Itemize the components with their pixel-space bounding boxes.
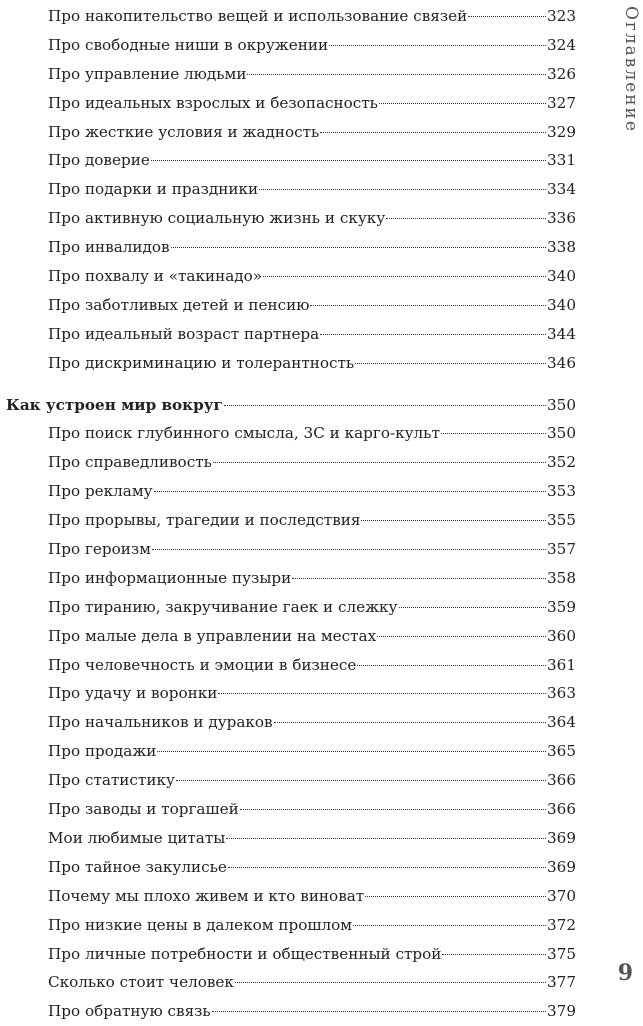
toc-entry-title: Про накопительство вещей и использование связей <box>48 7 468 25</box>
toc-entry <box>6 2 576 31</box>
toc-entry-title: Про инвалидов <box>48 238 170 257</box>
toc-entry-title: Про начальников и дураков <box>48 713 273 732</box>
toc-entry <box>6 766 576 795</box>
toc-entry <box>6 477 576 506</box>
running-head: Оглавление <box>621 6 641 133</box>
toc-entry <box>6 564 576 593</box>
toc-entry <box>6 795 576 824</box>
toc-entry-title: Мои любимые цитаты <box>48 828 226 847</box>
dot-leader <box>263 276 546 277</box>
section-gap <box>6 378 576 391</box>
dot-leader <box>329 45 546 46</box>
toc-entry-page-number: 350 <box>547 424 576 443</box>
dot-leader <box>320 334 546 335</box>
toc-entry-page-number: 346 <box>547 353 576 372</box>
toc-entry-page-number: 340 <box>547 295 576 314</box>
dot-leader <box>176 780 546 781</box>
toc-entry-title: Про активную социальную жизнь и скуку <box>48 209 386 228</box>
toc-entry <box>6 31 576 60</box>
toc-list-previous-section <box>6 2 576 378</box>
toc-entry <box>6 737 576 766</box>
dot-leader <box>224 405 546 406</box>
toc-entry-title: Сколько стоит человек <box>48 973 234 992</box>
toc-entry-title: Про управление людьми <box>48 64 247 83</box>
dot-leader <box>320 132 546 133</box>
toc-entry-title: Про заботливых детей и пенсию <box>48 295 310 314</box>
toc-entry <box>6 60 576 89</box>
dot-leader <box>361 520 546 521</box>
toc-entry-page-number: 353 <box>547 482 576 501</box>
toc-entry-title: Про человечность и эмоции в бизнесе <box>48 655 357 674</box>
dot-leader <box>240 809 546 810</box>
toc-entry-title: Про низкие цены в далеком прошлом <box>48 915 353 934</box>
toc-entry <box>6 940 576 969</box>
dot-leader <box>310 305 546 306</box>
toc-entry-page-number: 365 <box>547 742 576 761</box>
toc-entry-page-number: 352 <box>547 453 576 472</box>
dot-leader <box>154 491 546 492</box>
dot-leader <box>355 363 546 364</box>
dot-leader <box>259 189 546 190</box>
toc-entry-page-number: 364 <box>547 713 576 732</box>
dot-leader <box>171 247 546 248</box>
toc-entry-page-number: 323 <box>547 7 576 25</box>
dot-leader <box>399 607 547 608</box>
toc-entry-page-number: 370 <box>547 886 576 905</box>
toc-entry-title: Про малые дела в управлении на местах <box>48 626 377 645</box>
dot-leader <box>468 16 546 17</box>
toc-entry-page-number: 369 <box>547 857 576 876</box>
dot-leader <box>151 160 546 161</box>
toc-entry-page-number: 359 <box>547 597 576 616</box>
toc-entry <box>6 419 576 448</box>
toc-entry-title: Про идеальный возраст партнера <box>48 324 320 343</box>
toc-entry <box>6 506 576 535</box>
dot-leader <box>235 982 546 983</box>
toc-entry <box>6 349 576 378</box>
dot-leader <box>157 751 546 752</box>
toc-entry-page-number: 344 <box>547 324 576 343</box>
toc-entry-page-number: 375 <box>547 944 576 963</box>
toc-entry <box>6 853 576 882</box>
dot-leader <box>379 103 546 104</box>
toc-entry-page-number: 360 <box>547 626 576 645</box>
toc-entry <box>6 535 576 564</box>
table-of-contents <box>6 2 576 1026</box>
toc-entry-title: Про поиск глубинного смысла, 3С и карго-культ <box>48 424 440 443</box>
toc-entry <box>6 118 576 147</box>
toc-entry-page-number: 329 <box>547 122 576 141</box>
toc-entry-page-number: 379 <box>547 1002 576 1021</box>
toc-list-current-section <box>6 419 576 1026</box>
toc-entry-title: Про тиранию, закручивание гаек и слежку <box>48 597 398 616</box>
dot-leader <box>386 218 546 219</box>
toc-entry-title: Про жесткие условия и жадность <box>48 122 320 141</box>
toc-entry-title: Про справедливость <box>48 453 212 472</box>
toc-entry <box>6 997 576 1026</box>
toc-entry-page-number: 334 <box>547 180 576 199</box>
dot-leader <box>377 636 546 637</box>
dot-leader <box>357 665 546 666</box>
dot-leader <box>274 722 546 723</box>
toc-entry-title: Про свободные ниши в окружении <box>48 35 329 54</box>
toc-entry-page-number: 331 <box>547 151 576 170</box>
toc-entry-title: Про статистику <box>48 771 175 790</box>
toc-entry <box>6 291 576 320</box>
toc-entry-page-number: 327 <box>547 93 576 112</box>
toc-entry-title: Про удачу и воронки <box>48 684 218 703</box>
toc-entry-page-number: 372 <box>547 915 576 934</box>
toc-section-heading <box>6 391 576 420</box>
toc-entry-page-number: 340 <box>547 267 576 286</box>
toc-entry-title: Про героизм <box>48 540 151 559</box>
dot-leader <box>218 693 546 694</box>
toc-entry-page-number: 338 <box>547 238 576 257</box>
section-title: Как устроен мир вокруг <box>6 395 223 414</box>
section-page-number: 350 <box>547 395 576 414</box>
toc-entry <box>6 882 576 911</box>
toc-entry <box>6 204 576 233</box>
toc-entry-title: Про тайное закулисье <box>48 857 227 876</box>
toc-entry <box>6 320 576 349</box>
toc-entry-page-number: 326 <box>547 64 576 83</box>
toc-entry-page-number: 336 <box>547 209 576 228</box>
toc-entry-title: Почему мы плохо живем и кто виноват <box>48 886 365 905</box>
dot-leader <box>441 433 546 434</box>
dot-leader <box>353 925 546 926</box>
toc-entry-page-number: 361 <box>547 655 576 674</box>
toc-entry-page-number: 324 <box>547 35 576 54</box>
toc-entry <box>6 175 576 204</box>
toc-entry-title: Про похвалу и «такинадо» <box>48 267 263 286</box>
toc-entry <box>6 262 576 291</box>
dot-leader <box>152 549 546 550</box>
toc-entry <box>6 911 576 940</box>
toc-entry <box>6 146 576 175</box>
toc-entry-page-number: 358 <box>547 568 576 587</box>
toc-entry-title: Про информационные пузыри <box>48 568 292 587</box>
toc-entry <box>6 679 576 708</box>
toc-entry-title: Про доверие <box>48 151 150 170</box>
dot-leader <box>247 74 546 75</box>
toc-entry <box>6 968 576 997</box>
toc-entry <box>6 824 576 853</box>
toc-entry-title: Про заводы и торгашей <box>48 800 239 819</box>
toc-entry <box>6 233 576 262</box>
toc-entry-title: Про рекламу <box>48 482 153 501</box>
page-number: 9 <box>617 960 633 986</box>
dot-leader <box>213 462 546 463</box>
toc-entry <box>6 651 576 680</box>
toc-entry <box>6 448 576 477</box>
toc-entry-title: Про идеальных взрослых и безопасность <box>48 93 378 112</box>
toc-entry-page-number: 369 <box>547 828 576 847</box>
toc-entry <box>6 593 576 622</box>
toc-entry-page-number: 377 <box>547 973 576 992</box>
toc-entry-title: Про подарки и праздники <box>48 180 259 199</box>
toc-entry-page-number: 366 <box>547 771 576 790</box>
toc-entry-page-number: 357 <box>547 540 576 559</box>
toc-entry-title: Про личные потребности и общественный строй <box>48 944 442 963</box>
toc-entry-page-number: 366 <box>547 800 576 819</box>
dot-leader <box>442 954 546 955</box>
dot-leader <box>226 838 546 839</box>
toc-entry-title: Про обратную связь <box>48 1002 211 1021</box>
toc-entry <box>6 708 576 737</box>
dot-leader <box>212 1011 546 1012</box>
toc-entry-title: Про продажи <box>48 742 157 761</box>
dot-leader <box>228 867 546 868</box>
dot-leader <box>292 578 546 579</box>
toc-entry-title: Про прорывы, трагедии и последствия <box>48 511 361 530</box>
toc-entry <box>6 622 576 651</box>
dot-leader <box>365 896 546 897</box>
toc-entry-title: Про дискриминацию и толерантность <box>48 353 355 372</box>
toc-entry-page-number: 363 <box>547 684 576 703</box>
toc-entry <box>6 89 576 118</box>
toc-entry-page-number: 355 <box>547 511 576 530</box>
